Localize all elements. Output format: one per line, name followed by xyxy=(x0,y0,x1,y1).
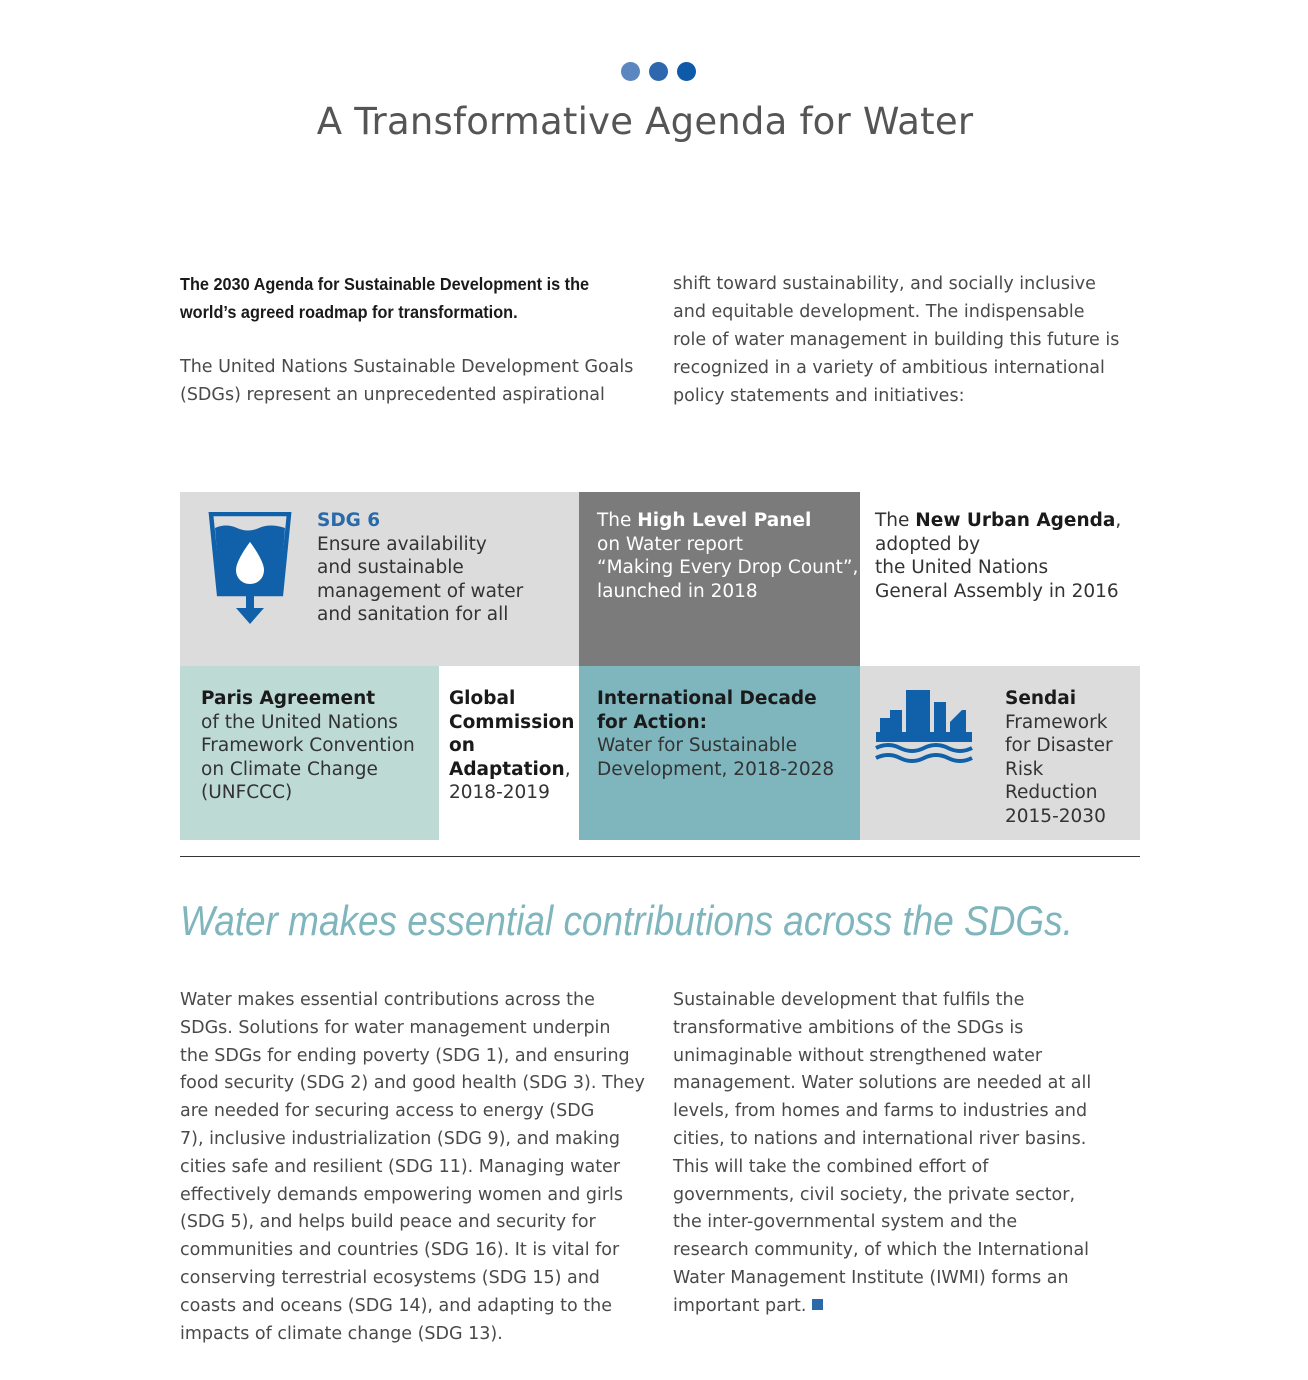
text-line: and sustainable xyxy=(317,557,464,579)
text-line: Risk xyxy=(1005,758,1044,780)
text-line: and sanitation for all xyxy=(317,604,509,626)
text-line: of the United Nations xyxy=(201,711,398,733)
high-level-panel-title: High Level Panel xyxy=(637,510,812,531)
end-mark-icon xyxy=(812,1299,823,1310)
section-divider xyxy=(180,856,1140,857)
text-line: Commission xyxy=(449,711,575,733)
text-fragment: , xyxy=(1115,510,1122,531)
global-commission-text xyxy=(449,687,574,805)
decorative-dots xyxy=(621,62,696,81)
body-right-column xyxy=(673,987,1143,1321)
text-line: food security (SDG 2) and good health (SDG 3). They xyxy=(180,1073,645,1094)
text-line: Framework Convention xyxy=(201,735,415,757)
dot-2 xyxy=(649,62,668,81)
text-line: on xyxy=(449,735,475,757)
decade-title-line: for Action: xyxy=(597,711,708,733)
section-heading: Water makes essential contributions across the SDGs. xyxy=(180,897,1073,944)
text-line: communities and countries (SDG 16). It is vital for xyxy=(180,1240,620,1261)
text-line: The United Nations Sustainable Development Goals xyxy=(180,357,634,377)
text-line: 2015-2030 xyxy=(1005,805,1106,827)
text-line: SDGs. Solutions for water management underpin xyxy=(180,1017,611,1038)
text-line: levels, from homes and farms to industries and xyxy=(673,1101,1088,1122)
text-line: 2018-2019 xyxy=(449,782,550,804)
intro-lead xyxy=(180,270,626,326)
text-line: management. Water solutions are needed at all xyxy=(673,1073,1092,1094)
paris-agreement-text xyxy=(201,687,415,805)
water-drop-icon xyxy=(208,512,292,628)
text-line: on Climate Change xyxy=(201,758,378,780)
dot-1 xyxy=(621,62,640,81)
intro-lead-line: world’s agreed roadmap for transformation. xyxy=(180,302,518,322)
text-line: important part. xyxy=(673,1295,807,1316)
sdg6-title: SDG 6 xyxy=(317,510,381,531)
text-line: impacts of climate change (SDG 13). xyxy=(180,1323,503,1344)
intro-left-column xyxy=(180,270,650,409)
text-fragment: , xyxy=(564,758,571,780)
text-line: Global xyxy=(449,688,516,709)
decade-title-line: International Decade xyxy=(597,688,817,709)
intro-paragraph-right xyxy=(673,270,1143,410)
text-line: are needed for securing access to energy (SDG xyxy=(180,1101,595,1122)
body-paragraph-left xyxy=(180,987,650,1348)
page-title: A Transformative Agenda for Water xyxy=(316,100,974,143)
sendai-card xyxy=(860,666,1140,840)
text-line: policy statements and initiatives: xyxy=(673,386,965,406)
body-left-column xyxy=(180,987,650,1348)
text-line: Reduction xyxy=(1005,782,1098,804)
text-fragment: The xyxy=(875,510,916,531)
text-line: “Making Every Drop Count”, xyxy=(597,557,859,579)
text-line: Framework xyxy=(1005,711,1108,733)
decade-for-action-text xyxy=(597,687,834,781)
text-line: Water makes essential contributions across the xyxy=(180,990,595,1010)
text-line: launched in 2018 xyxy=(597,580,758,602)
text-line: unimaginable without strengthened water xyxy=(673,1045,1043,1066)
text-line: Adaptation xyxy=(449,758,565,780)
sendai-text xyxy=(1005,687,1113,829)
intro-right-column xyxy=(673,270,1143,410)
intro-lead-line: The 2030 Agenda for Sustainable Development is the xyxy=(180,274,590,294)
text-line: (UNFCCC) xyxy=(201,782,293,804)
high-level-panel-card xyxy=(579,492,860,666)
text-line: governments, civil society, the private sector, xyxy=(673,1184,1076,1205)
text-line: recognized in a variety of ambitious international xyxy=(673,358,1105,378)
text-line: role of water management in building this future is xyxy=(673,330,1120,350)
text-line: 7), inclusive industrialization (SDG 9), and making xyxy=(180,1128,620,1149)
sdg6-text xyxy=(317,509,523,627)
text-line: the United Nations xyxy=(875,557,1049,579)
intro-paragraph-left xyxy=(180,353,650,409)
body-paragraph-right xyxy=(673,987,1143,1321)
text-line: effectively demands empowering women and girls xyxy=(180,1184,624,1205)
text-line: Development, 2018-2028 xyxy=(597,758,835,780)
new-urban-agenda-text xyxy=(875,509,1121,603)
city-flood-icon xyxy=(874,688,976,766)
text-line: This will take the combined effort of xyxy=(673,1156,989,1177)
text-line: adopted by xyxy=(875,533,981,555)
text-line: (SDGs) represent an unprecedented aspirational xyxy=(180,385,605,405)
text-line: management of water xyxy=(317,580,524,602)
sdg6-card xyxy=(180,492,579,666)
text-line: shift toward sustainability, and socially inclusive xyxy=(673,274,1096,294)
high-level-panel-text xyxy=(597,509,858,603)
new-urban-agenda-card xyxy=(860,492,1140,666)
text-line: Sustainable development that fulfils the xyxy=(673,990,1025,1010)
text-line: Water Management Institute (IWMI) forms an xyxy=(673,1267,1069,1288)
new-urban-agenda-title: New Urban Agenda xyxy=(915,510,1116,531)
text-line: on Water report xyxy=(597,533,743,555)
paris-agreement-title: Paris Agreement xyxy=(201,688,376,709)
text-line: for Disaster xyxy=(1005,735,1113,757)
text-line: research community, of which the International xyxy=(673,1240,1090,1261)
text-fragment: The xyxy=(597,510,638,531)
text-line: transformative ambitions of the SDGs is xyxy=(673,1017,1024,1038)
text-line: General Assembly in 2016 xyxy=(875,580,1119,602)
initiatives-grid xyxy=(180,492,1140,840)
text-line: Ensure availability xyxy=(317,533,487,555)
text-line: Water for Sustainable xyxy=(597,735,798,757)
text-line: coasts and oceans (SDG 14), and adapting to the xyxy=(180,1295,613,1316)
text-line: cities safe and resilient (SDG 11). Managing water xyxy=(180,1156,621,1177)
text-line: the inter-governmental system and the xyxy=(673,1212,1018,1233)
text-line: and equitable development. The indispensable xyxy=(673,302,1085,322)
text-line: cities, to nations and international river basins. xyxy=(673,1128,1087,1149)
text-line: the SDGs for ending poverty (SDG 1), and ensuring xyxy=(180,1045,630,1066)
text-line: (SDG 5), and helps build peace and security for xyxy=(180,1212,596,1233)
paris-agreement-card xyxy=(180,666,439,840)
text-line: conserving terrestrial ecosystems (SDG 15) and xyxy=(180,1267,600,1288)
decade-for-action-card xyxy=(579,666,860,840)
global-commission-card xyxy=(439,666,579,840)
dot-3 xyxy=(677,62,696,81)
sendai-title: Sendai xyxy=(1005,688,1077,709)
